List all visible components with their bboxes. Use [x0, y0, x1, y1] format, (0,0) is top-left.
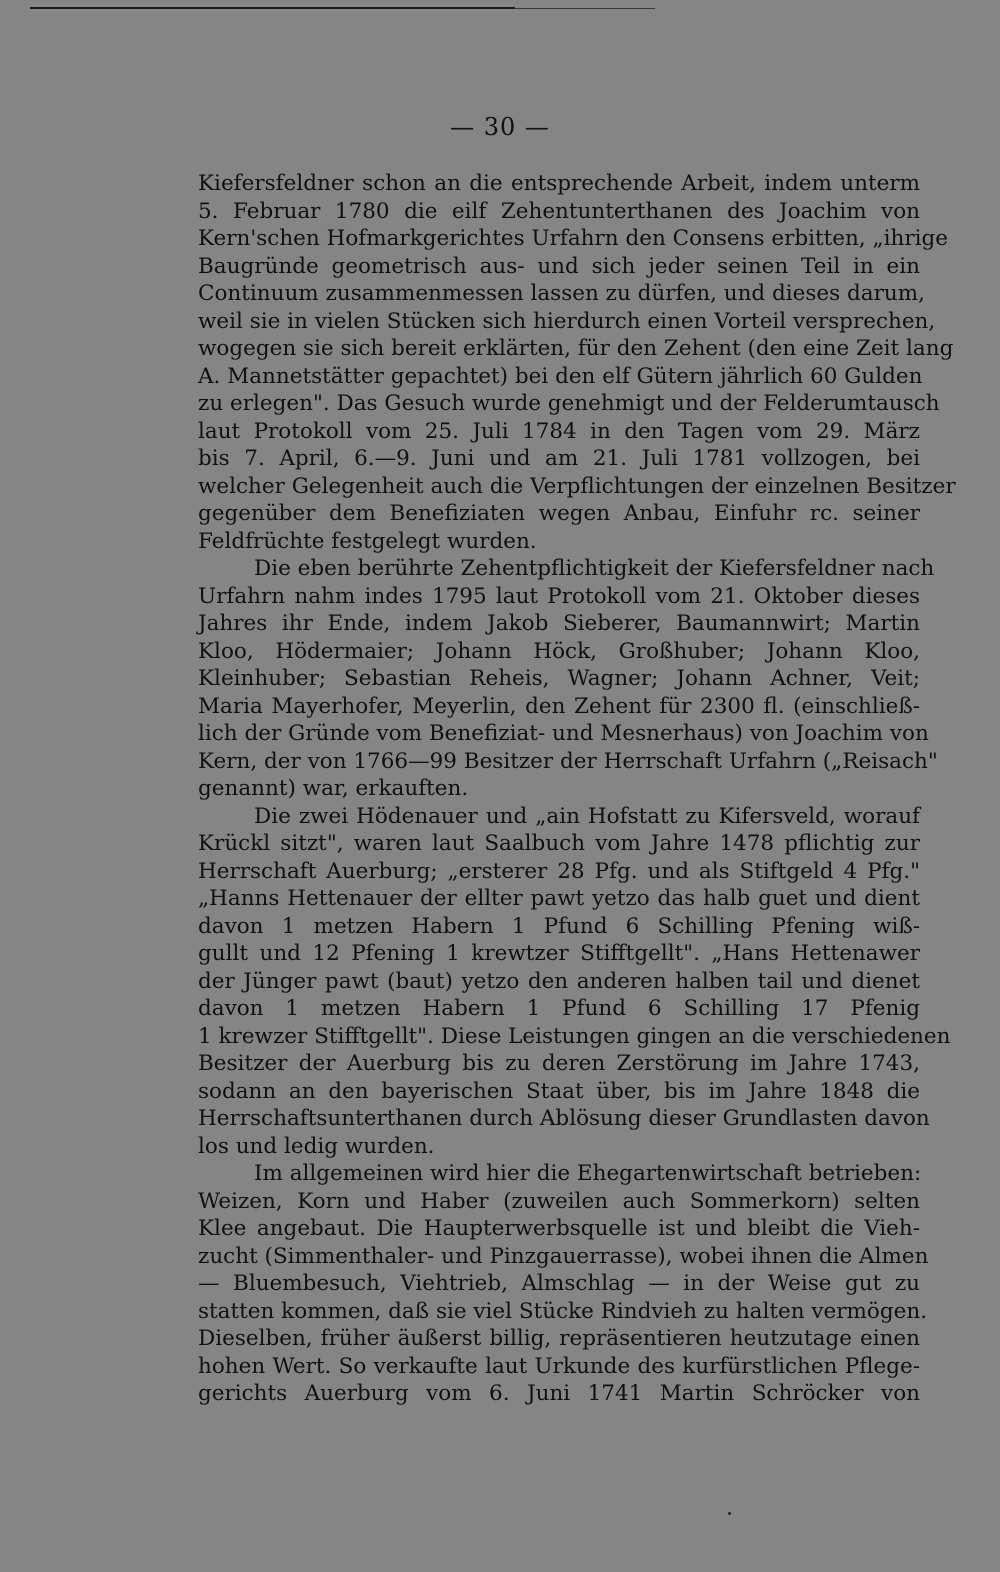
text-line: A. Mannetstätter gepachtet) bei den elf Gütern jährlich 60 Gulden: [198, 363, 923, 389]
text-line: — Bluembesuch, Viehtrieb, Almschlag — in der Weise gut zu: [198, 1271, 920, 1296]
text-line: zu erlegen". Das Gesuch wurde genehmigt und der Felderumtausch: [198, 391, 940, 416]
text-line: wogegen sie sich bereit erklärten, für den Zehent (den eine Zeit lang: [198, 336, 954, 361]
text-line: los und ledig wurden.: [198, 1133, 435, 1159]
text-line: zucht (Simmenthaler- und Pinzgauerrasse), wobei ihnen die Almen: [198, 1243, 929, 1269]
text-line: 5. Februar 1780 die eilf Zehentunterthanen des Joachim von: [198, 198, 920, 224]
body-text: [198, 170, 956, 1408]
text-line: Krückl sitzt", waren laut Saalbuch vom Jahre 1478 pflichtig zur: [198, 831, 920, 856]
speck-mark: [728, 1512, 731, 1515]
text-line: weil sie in vielen Stücken sich hierdurch einen Vorteil versprechen,: [198, 308, 936, 334]
page-number: — 30 —: [450, 113, 550, 141]
text-line: Kern, der von 1766—99 Besitzer der Herrschaft Urfahrn („Reisach": [198, 748, 938, 774]
text-line: Continuum zusammenmessen lassen zu dürfen, und dieses darum,: [198, 281, 925, 306]
text-line: Im allgemeinen wird hier die Ehegartenwirtschaft betrieben:: [254, 1161, 922, 1186]
text-line: der Jünger pawt (baut) yetzo den anderen halben tail und dienet: [198, 968, 920, 994]
text-line: Die eben berührte Zehentpflichtigkeit der Kiefersfeldner nach: [254, 556, 935, 581]
text-line: Klee angebaut. Die Haupterwerbsquelle ist und bleibt die Vieh-: [198, 1216, 920, 1241]
text-line: gegenüber dem Benefiziaten wegen Anbau, Einfuhr rc. seiner: [198, 501, 920, 526]
text-line: Baugründe geometrisch aus- und sich jeder seinen Teil in ein: [198, 253, 920, 279]
text-line: Herrschaftsunterthanen durch Ablösung dieser Grundlasten davon: [198, 1106, 930, 1131]
text-line: Besitzer der Auerburg bis zu deren Zerstörung im Jahre 1743,: [198, 1051, 920, 1076]
text-line: sodann an den bayerischen Staat über, bis im Jahre 1848 die: [198, 1078, 920, 1104]
top-edge-rule-thin: [515, 8, 655, 9]
text-line: Jahres ihr Ende, indem Jakob Sieberer, Baumannwirt; Martin: [198, 611, 920, 636]
text-line: statten kommen, daß sie viel Stücke Rindvieh zu halten vermögen.: [198, 1298, 928, 1324]
text-line: Kloo, Hödermaier; Johann Höck, Großhuber; Johann Kloo,: [198, 638, 920, 664]
text-line: welcher Gelegenheit auch die Verpflichtungen der einzelnen Besitzer: [198, 473, 956, 499]
text-line: Dieselben, früher äußerst billig, repräsentieren heutzutage einen: [198, 1326, 920, 1351]
text-line: Maria Mayerhofer, Meyerlin, den Zehent für 2300 fl. (einschließ-: [198, 693, 920, 719]
text-line: bis 7. April, 6.—9. Juni und am 21. Juli 1781 vollzogen, bei: [198, 446, 920, 471]
text-line: laut Protokoll vom 25. Juli 1784 in den Tagen vom 29. März: [198, 418, 920, 444]
text-line: Kiefersfeldner schon an die entsprechende Arbeit, indem unterm: [198, 171, 920, 196]
text-line: davon 1 metzen Habern 1 Pfund 6 Schilling 17 Pfenig: [198, 996, 920, 1021]
text-line: Kern'schen Hofmarkgerichtes Urfahrn den Consens erbitten, „ihrige: [198, 226, 949, 251]
text-line: Herrschaft Auerburg; „ersterer 28 Pfg. und als Stiftgeld 4 Pfg.": [198, 858, 920, 884]
text-line: genannt) war, erkauften.: [198, 776, 469, 801]
text-line: „Hanns Hettenauer der ellter pawt yetzo das halb guet und dient: [198, 886, 920, 911]
text-line: Weizen, Korn und Haber (zuweilen auch Sommerkorn) selten: [198, 1188, 920, 1214]
text-line: lich der Gründe vom Benefiziat- und Mesnerhaus) von Joachim von: [198, 721, 929, 746]
text-line: gerichts Auerburg vom 6. Juni 1741 Martin Schröcker von: [198, 1381, 920, 1406]
text-line: Urfahrn nahm indes 1795 laut Protokoll vom 21. Oktober dieses: [198, 583, 920, 609]
text-line: hohen Wert. So verkaufte laut Urkunde des kurfürstlichen Pflege-: [198, 1353, 920, 1379]
text-line: Die zwei Hödenauer und „ain Hofstatt zu Kifersveld, worauf: [254, 803, 920, 829]
text-line: 1 krewzer Stifftgellt". Diese Leistungen gingen an die verschiedenen: [198, 1023, 951, 1049]
text-line: davon 1 metzen Habern 1 Pfund 6 Schilling Pfening wiß-: [198, 913, 920, 939]
text-line: gullt und 12 Pfening 1 krewtzer Stifftgellt". „Hans Hettenawer: [198, 941, 920, 966]
text-line: Feldfrüchte festgelegt wurden.: [198, 528, 537, 554]
top-edge-rule: [30, 7, 515, 9]
text-line: Kleinhuber; Sebastian Reheis, Wagner; Johann Achner, Veit;: [198, 666, 920, 691]
